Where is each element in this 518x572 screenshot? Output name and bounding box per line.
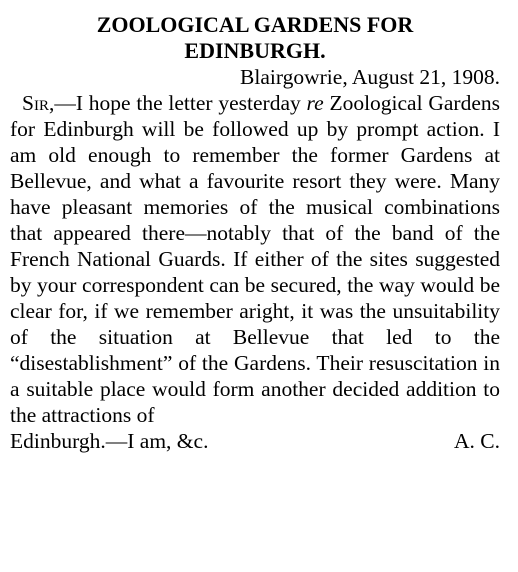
signature: A. C. [454, 429, 500, 453]
body-part-2: Zoological Gardens for Edinburgh will be followed up by prompt action. I am old enough to remember the former Gardens at Bellevue, and what a favourite resort they were. Many have pleasant memories of the musical combinations that appeared there—notably that of the band of the French National Guards. If either of the sites suggested by your correspondent can be secured, the way would be clear for, if we remember aright, it was the unsuitability of the situation at Bellevue that led to the “disestablishment” of the Gardens. Their resuscitation in a suitable place would form another decided addition to the attractions of [10, 91, 501, 427]
headline-line-2: EDINBURGH. [184, 38, 326, 63]
closing-line [10, 428, 500, 454]
dateline: Blairgowrie, August 21, 1908. [240, 65, 500, 89]
letter-body [10, 90, 500, 428]
closing: Edinburgh.—I am, &c. [10, 429, 209, 453]
headline-line-1: ZOOLOGICAL GARDENS FOR [96, 12, 414, 37]
body-part-1: —I hope the letter yesterday [54, 91, 307, 115]
letter-page [10, 6, 500, 454]
headline [10, 12, 500, 64]
salutation: Sir, [22, 91, 55, 115]
body-italic-re: re [306, 91, 324, 115]
